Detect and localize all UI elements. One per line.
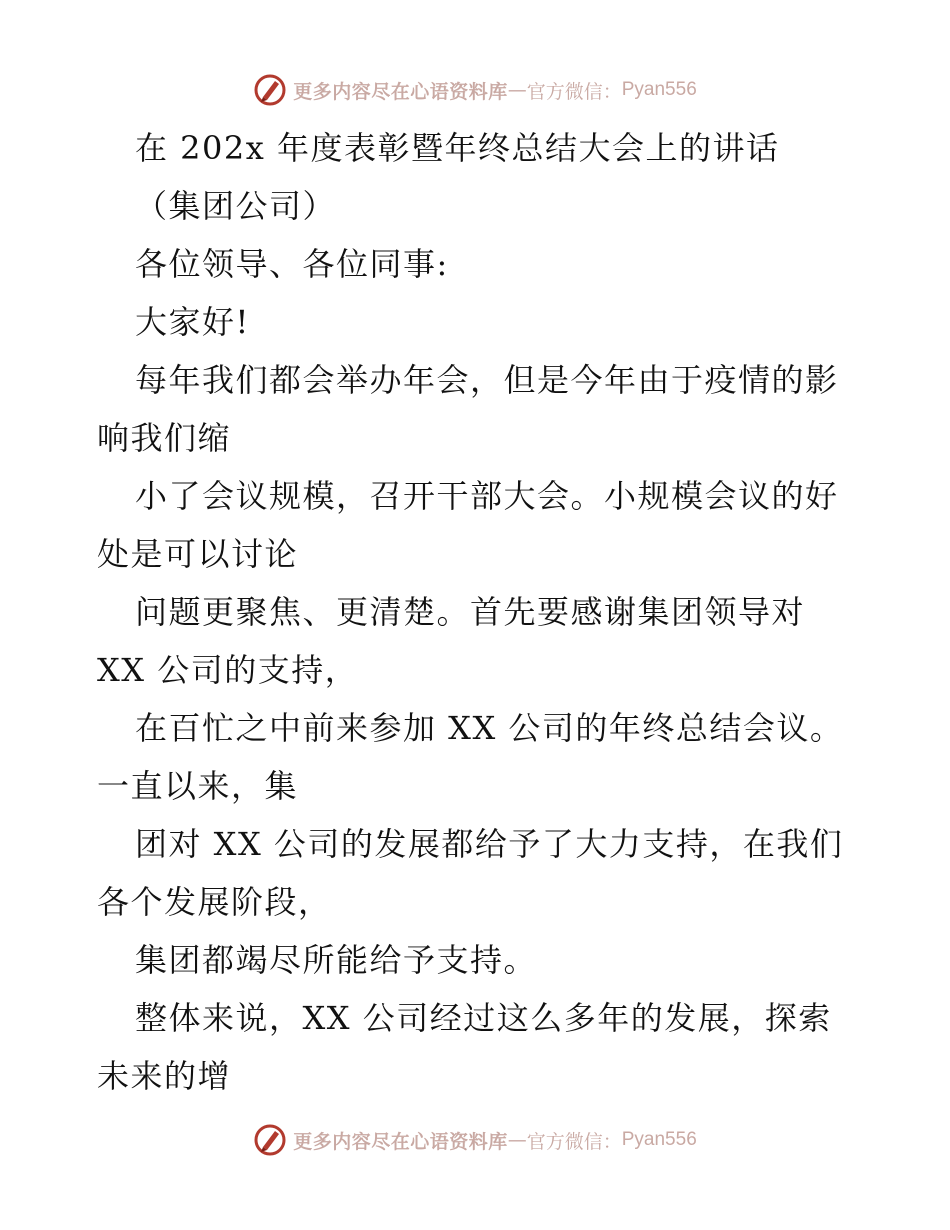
body-line: 未来的增 [97, 1057, 232, 1095]
body-line: 处是可以讨论 [97, 535, 299, 573]
salutation: 各位领导、各位同事: [135, 245, 449, 283]
banner-separator: — [507, 1129, 527, 1151]
pen-logo-icon [253, 73, 287, 107]
body-line: 问题更聚焦、更清楚。首先要感谢集团领导对 [135, 593, 806, 631]
body-line: 整体来说，XX 公司经过这么多年的发展，探索 [135, 999, 832, 1037]
body-line: 各个发展阶段， [97, 883, 332, 921]
pen-logo-icon [253, 1123, 287, 1157]
header-banner [0, 70, 950, 110]
body-line: 响我们缩 [97, 419, 232, 457]
body-line: 小了会议规模，召开干部大会。小规模会议的好 [135, 477, 839, 515]
banner-separator: — [507, 79, 527, 101]
body-line: 集团都竭尽所能给予支持。 [135, 941, 538, 979]
speech-subtitle: （集团公司） [135, 187, 337, 225]
banner-wechat-label: 官方微信： [526, 1130, 622, 1153]
banner-wechat-id: Pyan556 [621, 79, 697, 100]
banner-text: 更多内容尽在心语资料库 [293, 80, 508, 103]
body-line: 团对 XX 公司的发展都给予了大力支持，在我们 [135, 825, 844, 863]
banner-text: 更多内容尽在心语资料库 [293, 1130, 508, 1153]
body-line: 一直以来，集 [97, 767, 299, 805]
body-line: XX 公司的支持， [97, 651, 359, 689]
banner-wechat-id: Pyan556 [621, 1129, 697, 1150]
banner-wechat-label: 官方微信： [526, 80, 622, 103]
speech-title: 在 202x 年度表彰暨年终总结大会上的讲话 [135, 129, 780, 167]
greeting: 大家好! [135, 303, 250, 341]
body-line: 每年我们都会举办年会，但是今年由于疫情的影 [135, 361, 839, 399]
body-line: 在百忙之中前来参加 XX 公司的年终总结会议。 [135, 709, 844, 747]
footer-banner [0, 1120, 950, 1160]
